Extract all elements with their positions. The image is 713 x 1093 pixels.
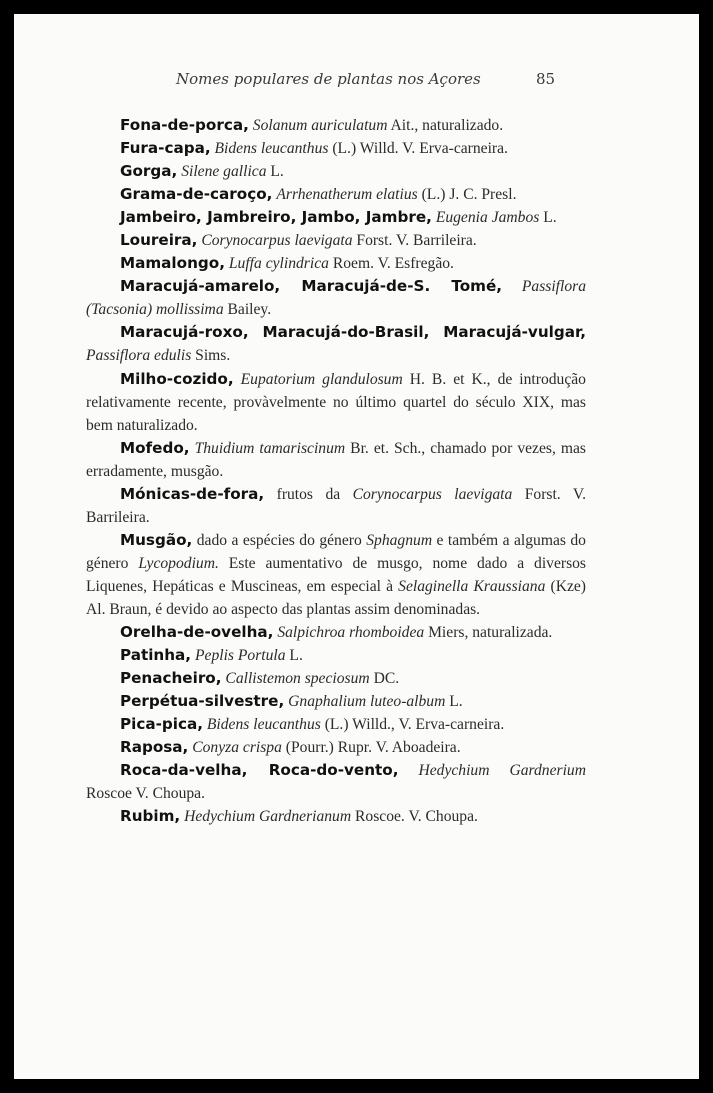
entry-headword: Orelha-de-ovelha,	[120, 623, 274, 642]
entry-headword: Maracujá-roxo, Maracujá-do-Brasil, Maracujá-vulgar,	[120, 323, 586, 342]
entry-scientific-name: Conyza crispa	[192, 739, 282, 757]
running-header	[14, 70, 699, 94]
entry-scientific-name: Thuidium tamariscinum	[194, 439, 346, 457]
entry-scientific-name: Salpichroa rhomboidea	[277, 624, 425, 642]
entry-scientific-name: Sphagnum	[366, 531, 433, 549]
entry-text: Miers, naturalizada.	[424, 624, 553, 642]
glossary-entry	[86, 644, 586, 667]
entry-headword: Raposa,	[120, 738, 189, 757]
entry-scientific-name: Callistemon speciosum	[225, 670, 370, 688]
entry-text: Sims.	[191, 347, 231, 365]
glossary-entry	[86, 667, 586, 690]
entry-text: (L.) Willd. V. Erva-carneira.	[328, 140, 508, 158]
page-number: 85	[536, 70, 556, 88]
glossary-entry	[86, 483, 586, 529]
entry-text: L.	[285, 647, 303, 665]
entry-text: (Pourr.) Rupr. V. Aboadeira.	[281, 739, 461, 757]
entry-headword: Fura-capa,	[120, 139, 211, 158]
entry-headword: Mamalongo,	[120, 254, 225, 273]
entry-headword: Patinha,	[120, 646, 192, 665]
entry-text: Ait., naturalizado.	[387, 117, 504, 134]
entry-scientific-name: Bidens leucanthus	[214, 140, 329, 158]
entry-text: Br. et. Sch., chamado por vezes, mas erradamente, musgão.	[86, 439, 586, 480]
entry-text: Forst. V. Barrileira.	[86, 485, 586, 526]
entry-headword: Mofedo,	[120, 438, 190, 457]
entry-headword: Musgão,	[120, 530, 193, 549]
entry-text: (L.) Willd., V. Erva-carneira.	[320, 716, 505, 734]
entry-text: Roscoe V. Choupa.	[86, 785, 205, 803]
glossary-entry	[86, 229, 586, 252]
glossary-entry	[86, 275, 586, 321]
glossary-entry	[86, 736, 586, 759]
entry-headword: Rubim,	[120, 807, 181, 826]
glossary-entries	[86, 114, 586, 828]
glossary-entry	[86, 437, 586, 483]
entry-headword: Penacheiro,	[120, 669, 222, 688]
entry-headword: Mónicas-de-fora,	[120, 484, 265, 503]
entry-scientific-name: Hedychium Gardnerianum	[184, 808, 352, 826]
entry-text: Roscoe. V. Choupa.	[351, 808, 478, 826]
entry-headword: Maracujá-amarelo, Maracujá-de-S. Tomé,	[120, 277, 503, 296]
glossary-entry	[86, 805, 586, 828]
glossary-entry	[86, 690, 586, 713]
entry-scientific-name: Arrhenatherum elatius	[276, 186, 418, 204]
glossary-entry	[86, 114, 586, 137]
entry-scientific-name: Bidens leucanthus	[206, 716, 321, 734]
entry-headword: Gorga,	[120, 162, 178, 181]
entry-text: Forst. V. Barrileira.	[352, 232, 477, 250]
glossary-entry	[86, 621, 586, 644]
entry-headword: Roca-da-velha, Roca-do-vento,	[120, 761, 399, 780]
entry-scientific-name: Corynocarpus laevigata	[201, 232, 353, 250]
entry-scientific-name: Gnaphalium luteo-album	[288, 693, 446, 711]
entry-scientific-name: Luffa cylindrica	[228, 255, 329, 273]
running-title: Nomes populares de plantas nos Açores	[176, 70, 481, 88]
entry-scientific-name: Eupatorium glandulosum	[240, 370, 403, 388]
entry-scientific-name: Solanum auriculatum	[252, 117, 388, 134]
entry-headword: Jambeiro, Jambreiro, Jambo, Jambre,	[120, 208, 432, 227]
glossary-entry	[86, 183, 586, 206]
entry-text: dado a espécies do género	[192, 531, 367, 549]
entry-scientific-name: Passiflora (Tacsonia) mollissima	[86, 278, 586, 319]
glossary-entry	[86, 206, 586, 229]
entry-scientific-name: Lycopodium.	[138, 554, 219, 572]
glossary-entry	[86, 252, 586, 275]
entry-text: H. B. et K., de introdução relativamente recente, provàvelmente no último quartel do século XIX, mas bem naturalizado.	[86, 370, 586, 434]
glossary-entry	[86, 529, 586, 621]
glossary-entry	[86, 759, 586, 805]
entry-text: DC.	[369, 670, 400, 688]
entry-headword: Milho-cozido,	[120, 369, 234, 388]
entry-text: frutos da	[264, 485, 353, 503]
entry-headword: Grama-de-caroço,	[120, 185, 273, 204]
glossary-entry	[86, 713, 586, 736]
glossary-entry	[86, 137, 586, 160]
entry-text: Este aumentativo de musgo, nome dado a diversos Liquenes, Hepáticas e Muscineas, em especial à	[86, 554, 587, 595]
entry-text: L.	[266, 163, 284, 181]
book-page	[14, 14, 699, 1079]
entry-text: (L.) J. C. Presl.	[417, 186, 517, 204]
entry-headword: Perpétua-silvestre,	[120, 692, 285, 711]
entry-headword: Pica-pica,	[120, 715, 203, 734]
glossary-entry	[86, 160, 586, 183]
entry-scientific-name: Eugenia Jambos	[435, 209, 540, 227]
entry-scientific-name: Passiflora edulis	[86, 347, 192, 365]
entry-headword: Loureira,	[120, 231, 198, 250]
entry-scientific-name: Selaginella Kraussiana	[398, 577, 546, 595]
entry-scientific-name: Silene gallica	[181, 163, 267, 181]
entry-headword: Fona-de-porca,	[120, 116, 249, 134]
entry-text: Bailey.	[223, 301, 272, 319]
glossary-entry	[86, 321, 586, 367]
entry-text: e também a algumas do género	[86, 531, 586, 572]
entry-scientific-name: Corynocarpus laevigata	[352, 485, 513, 503]
entry-text: L.	[445, 693, 463, 711]
entry-text: L.	[539, 209, 557, 227]
entry-scientific-name: Peplis Portula	[195, 647, 286, 665]
entry-scientific-name: Hedychium Gardnerium	[418, 762, 586, 780]
entry-text: Roem. V. Esfregão.	[328, 255, 454, 273]
glossary-entry	[86, 368, 586, 437]
entry-text: (Kze) Al. Braun, é devido ao aspecto das plantas assim denominadas.	[86, 577, 586, 618]
